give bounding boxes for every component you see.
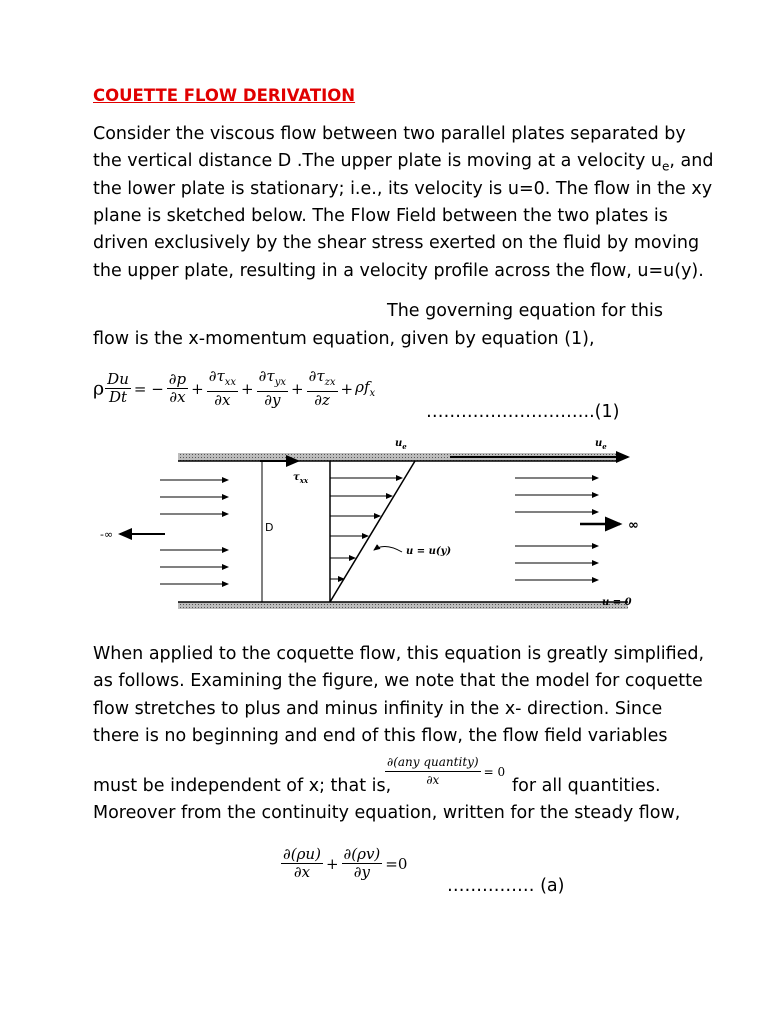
velocity-profile-line <box>330 461 415 602</box>
paragraph-line: The governing equation for this <box>387 301 663 321</box>
paragraph-line: for all quantities. <box>512 776 661 796</box>
continuity-equation: $\frac{\partial(\rho u)}{\partial x}$ + $\frac{\partial(\rho v)}{\partial y}$ =0 <box>283 845 408 881</box>
paragraph-line: the vertical distance D .The upper plate is moving at a velocity $u_e$, and <box>93 151 714 174</box>
paragraph-line: there is no beginning and end of this flow, the flow field variables <box>93 726 668 746</box>
paragraph-line: driven exclusively by the shear stress exerted on the fluid by moving <box>93 233 700 253</box>
paragraph-line: plane is sketched below. The Flow Field between the two plates is <box>93 206 668 226</box>
x-momentum-equation: ρ $\frac{Du}{Dt}$ = − $\frac{\partial p}{\partial x}$ + $\frac{\partial\tau_{xx}}{\partial x}$ + $\frac{\partial\tau_{yx}}{\partial y}$ + $\frac{\partial\tau_{zx}}{\partial z}$ + $\rho f_x$ <box>93 367 376 409</box>
upper-velocity-label-right: $u_e$ <box>595 438 607 451</box>
paragraph-line: flow is the x-momentum equation, given by equation (1), <box>93 329 595 349</box>
shear-stress-label: $\tau_{xx}$ <box>293 472 309 485</box>
profile-arrows <box>330 478 402 579</box>
neg-infinity-label: -∞ <box>100 528 114 541</box>
paragraph-line: When applied to the coquette flow, this equation is greatly simplified, <box>93 644 705 664</box>
paragraph-line: as follows. Examining the figure, we note that the model for coquette <box>93 671 703 691</box>
profile-pointer <box>374 546 402 552</box>
equation-number-a: …………… (a) <box>447 876 565 896</box>
right-flow-arrows <box>515 478 598 580</box>
paragraph-line: Consider the viscous flow between two parallel plates separated by <box>93 124 686 144</box>
paragraph-line: Moreover from the continuity equation, written for the steady flow, <box>93 803 681 823</box>
stationary-velocity-label: u = 0 <box>602 597 632 608</box>
upper-velocity-label-top: $u_e$ <box>395 438 407 451</box>
couette-flow-figure <box>90 430 650 620</box>
paragraph-line: must be independent of x; that is, <box>93 776 392 796</box>
paragraph-line: the lower plate is stationary; i.e., its velocity is u=0. The flow in the xy <box>93 179 713 199</box>
profile-label: u = u(y) <box>406 546 452 557</box>
equation-number-1: ………………………..(1) <box>426 402 620 422</box>
paragraph-line: flow stretches to plus and minus infinity in the x- direction. Since <box>93 699 663 719</box>
pos-infinity-label: ∞ <box>628 518 639 533</box>
paragraph-line: the upper plate, resulting in a velocity profile across the flow, u=u(y). <box>93 261 704 281</box>
independence-equation: $\frac{\text{∂(any quantity)}}{\partial x}$ = 0 <box>387 755 506 787</box>
gap-label: D <box>265 521 274 534</box>
left-flow-arrows <box>160 480 228 584</box>
lower-plate <box>178 602 628 609</box>
page-title: COUETTE FLOW DERIVATION <box>93 86 356 105</box>
